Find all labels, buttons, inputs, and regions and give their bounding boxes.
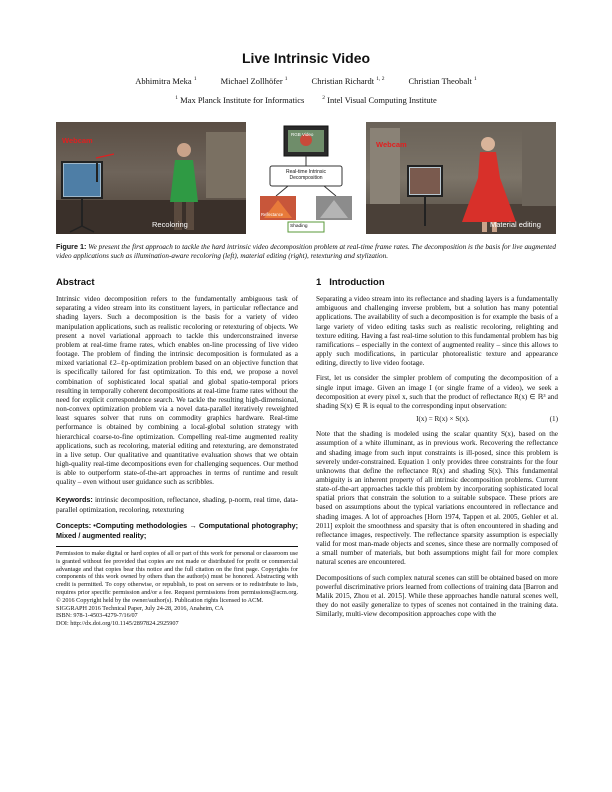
intro-paragraph: First, let us consider the simpler problem of computing the decomposition of a single input image. Given an image I (or single frame of a video), we seek a decomposition at every pixel x, such that the product of reflectance R(x) ∈ ℝ³ and shading S(x) ∈ ℝ is equal to the corresponding input observation: xyxy=(316,374,558,410)
abstract-heading: Abstract xyxy=(56,277,95,288)
affiliation-list xyxy=(0,95,612,105)
keywords: Keywords: intrinsic decomposition, reflectance, shading, p-norm, real time, data-parallel optimization, recoloring, retexturing xyxy=(56,495,299,514)
ccs-concepts: Concepts: •Computing methodologies → Computational photography; Mixed / augmented reality; xyxy=(56,520,298,540)
right-column xyxy=(316,278,558,625)
left-column xyxy=(56,278,298,628)
equation-1 xyxy=(316,415,558,424)
pipeline-diagram xyxy=(248,122,364,234)
material-editing-photo xyxy=(366,122,556,234)
author: Christian Theobalt $^1$ xyxy=(408,76,477,86)
abstract-text: Intrinsic video decomposition refers to the fundamentally ambiguous task of separating a video stream into its constituent layers, in particular reflectance and shading layers. Such a decomposition is the basis for a variety of video manipulation applications, such as realistic recoloring or retexturing of objects. We present a novel variational approach to tackle this underconstrained inverse problem at real-time frame rates, which enables on-line processing of live video footage. The problem of finding the intrinsic decomposition is formulated as a mixed variational ℓ2–ℓp-optimization problem based on an objective function that is specifically tailored for fast optimization. To this end, we propose a novel combination of sophisticated local spatial and global spatio-temporal priors resulting in temporally coherent decompositions at real-time frame rates without the need for explicit correspondence search. We tackle the resulting high-dimensional, non-convex optimization problem via a novel data-parallel iteratively reweighted least squares solver that runs on commodity graphics hardware. Real-time performance is obtained by combining a local-global solution strategy with hierarchical coarse-to-fine optimization. Compelling real-time augmented reality applications, such as recoloring, material editing and retexturing, are demonstrated in a live setup. Our qualitative and quantitative evaluation shows that we obtain high-quality real-time decompositions even for challenging sequences. Our method is able to outperform state-of-the-art approaches in terms of runtime and result quality – even without user guidance such as scribbles. xyxy=(56,295,298,487)
recoloring-photo xyxy=(56,122,246,234)
intro-paragraph: Note that the shading is modeled using the scalar quantity S(x), based on the assumption of a white illuminant, as in previous work. Recovering the reflectance and shading image from such input constraints is ill-posed, since this problem is severely under-constrained. Equation 1 only provides three constraints for the four unknowns that define the reflectance R(x) and shading S(x). This fundamental ambiguity is an inherent property of all intrinsic decomposition problems. Current state-of-the-art approaches tackle this problem by incorporating sophisticated local spatial priors that constrain the solution to a suitable subspace. These priors are based on assumptions about the typical variations encountered in reflectance and shading images. A lot of approaches [Horn 1974, Tappen et al. 2005, Gehler et al. 2011] exploit the smoothness and sparsity that is often encountered in shading and reflectance images, respectively. The reflectance sparsity assumption is especially valid for most man-made objects and scenes, since these are normally composed of a small number of materials, but both assumptions might fail for more complex natural scenes are encountered. xyxy=(316,430,558,567)
introduction-heading: 1 Introduction xyxy=(316,277,385,288)
diagram-box-video: RGB Video xyxy=(291,132,314,137)
figure-text: We present the first approach to tackle the hard intrinsic video decomposition problem at real-time frame rates. The decomposition is the basis for live augmented video applications such as illumination-aware recoloring (left), material editing (right), retexturing and stylization. xyxy=(56,243,557,261)
equation-body: I(x) = R(x) × S(x). xyxy=(416,415,470,424)
intro-paragraph: Decompositions of such complex natural scenes can still be obtained based on more powerful discriminative priors learned from collections of training data [Barron and Malik 2015, Zhou et al. 2015]. While these approaches handle natural scenes well, they do not easily generalize to types of scenes not contained in the training data. Similarly, multi-view decomposition approaches cope with the xyxy=(316,573,558,619)
teaser-figure xyxy=(56,122,556,234)
figure-caption xyxy=(56,242,556,262)
permission-notice: Permission to make digital or hard copies of all or part of this work for personal or classroom use is granted without fee provided that copies are not made or distributed for profit or commercial advantage and that copies bear this notice and the full citation on the first page. Copyrights for components of this work owned by others than the author(s) must be honored. Abstracting with credit is permitted. To copy otherwise, or republish, to post on servers or to redistribute to lists, requires prior specific permission and/or a fee. Request permissions from permissions@acm.org. © 2016 Copyright held by the owner/author(s). Publication rights licensed to ACM. xyxy=(56,550,298,604)
intro-paragraph: Separating a video stream into its reflectance and shading layers is a fundamentally ambiguous and challenging inverse problem, but a solution has many potential applications. The availability of such a decomposition is for example the basis of a large variety of video editing tasks such as realistic recoloring, relighting and texture editing. Having a fast real-time solution to this fundamental problem has big ramifications – especially in the context of augmented reality – since this allows to apply such modifications, in particular photorealistic texture and appearance editing, directly to live video footage. xyxy=(316,295,558,368)
material-editing-label: Material editing xyxy=(490,220,541,229)
author: Abhimitra Meka $^1$ xyxy=(135,76,197,86)
doi-link[interactable]: DOI: http://dx.doi.org/10.1145/2897824.2925907 xyxy=(56,620,179,628)
diagram-box-reflectance: Reflectance xyxy=(261,212,284,217)
author: Michael Zollhöfer $^1$ xyxy=(220,76,288,86)
paper-title: Live Intrinsic Video xyxy=(241,50,371,66)
equation-number: (1) xyxy=(549,415,558,424)
material-scene xyxy=(366,122,556,234)
affiliation: $^1$ Max Planck Institute for Informatics xyxy=(175,95,305,105)
publication-info: SIGGRAPH 2016 Technical Paper, July 24-28, 2016, Anaheim, CA ISBN: 978-1-4503-4279-7/16/07 DOI: http://dx.doi.org/10.1145/2897824.2925907 xyxy=(56,605,298,628)
figure-label: Figure 1: xyxy=(56,242,87,251)
affiliation: $^2$ Intel Visual Computing Institute xyxy=(322,95,437,105)
footnote-divider xyxy=(56,546,298,547)
author: Christian Richardt $^{1, 2}$ xyxy=(311,76,385,86)
diagram-box-decomposition: Real-time Intrinsic Decomposition xyxy=(285,169,326,181)
webcam-label: Webcam xyxy=(62,136,93,145)
diagram-box-shading: Shading xyxy=(290,224,308,229)
recoloring-label: Recoloring xyxy=(152,220,188,229)
webcam-label: Webcam xyxy=(376,140,407,149)
author-list xyxy=(0,76,612,86)
